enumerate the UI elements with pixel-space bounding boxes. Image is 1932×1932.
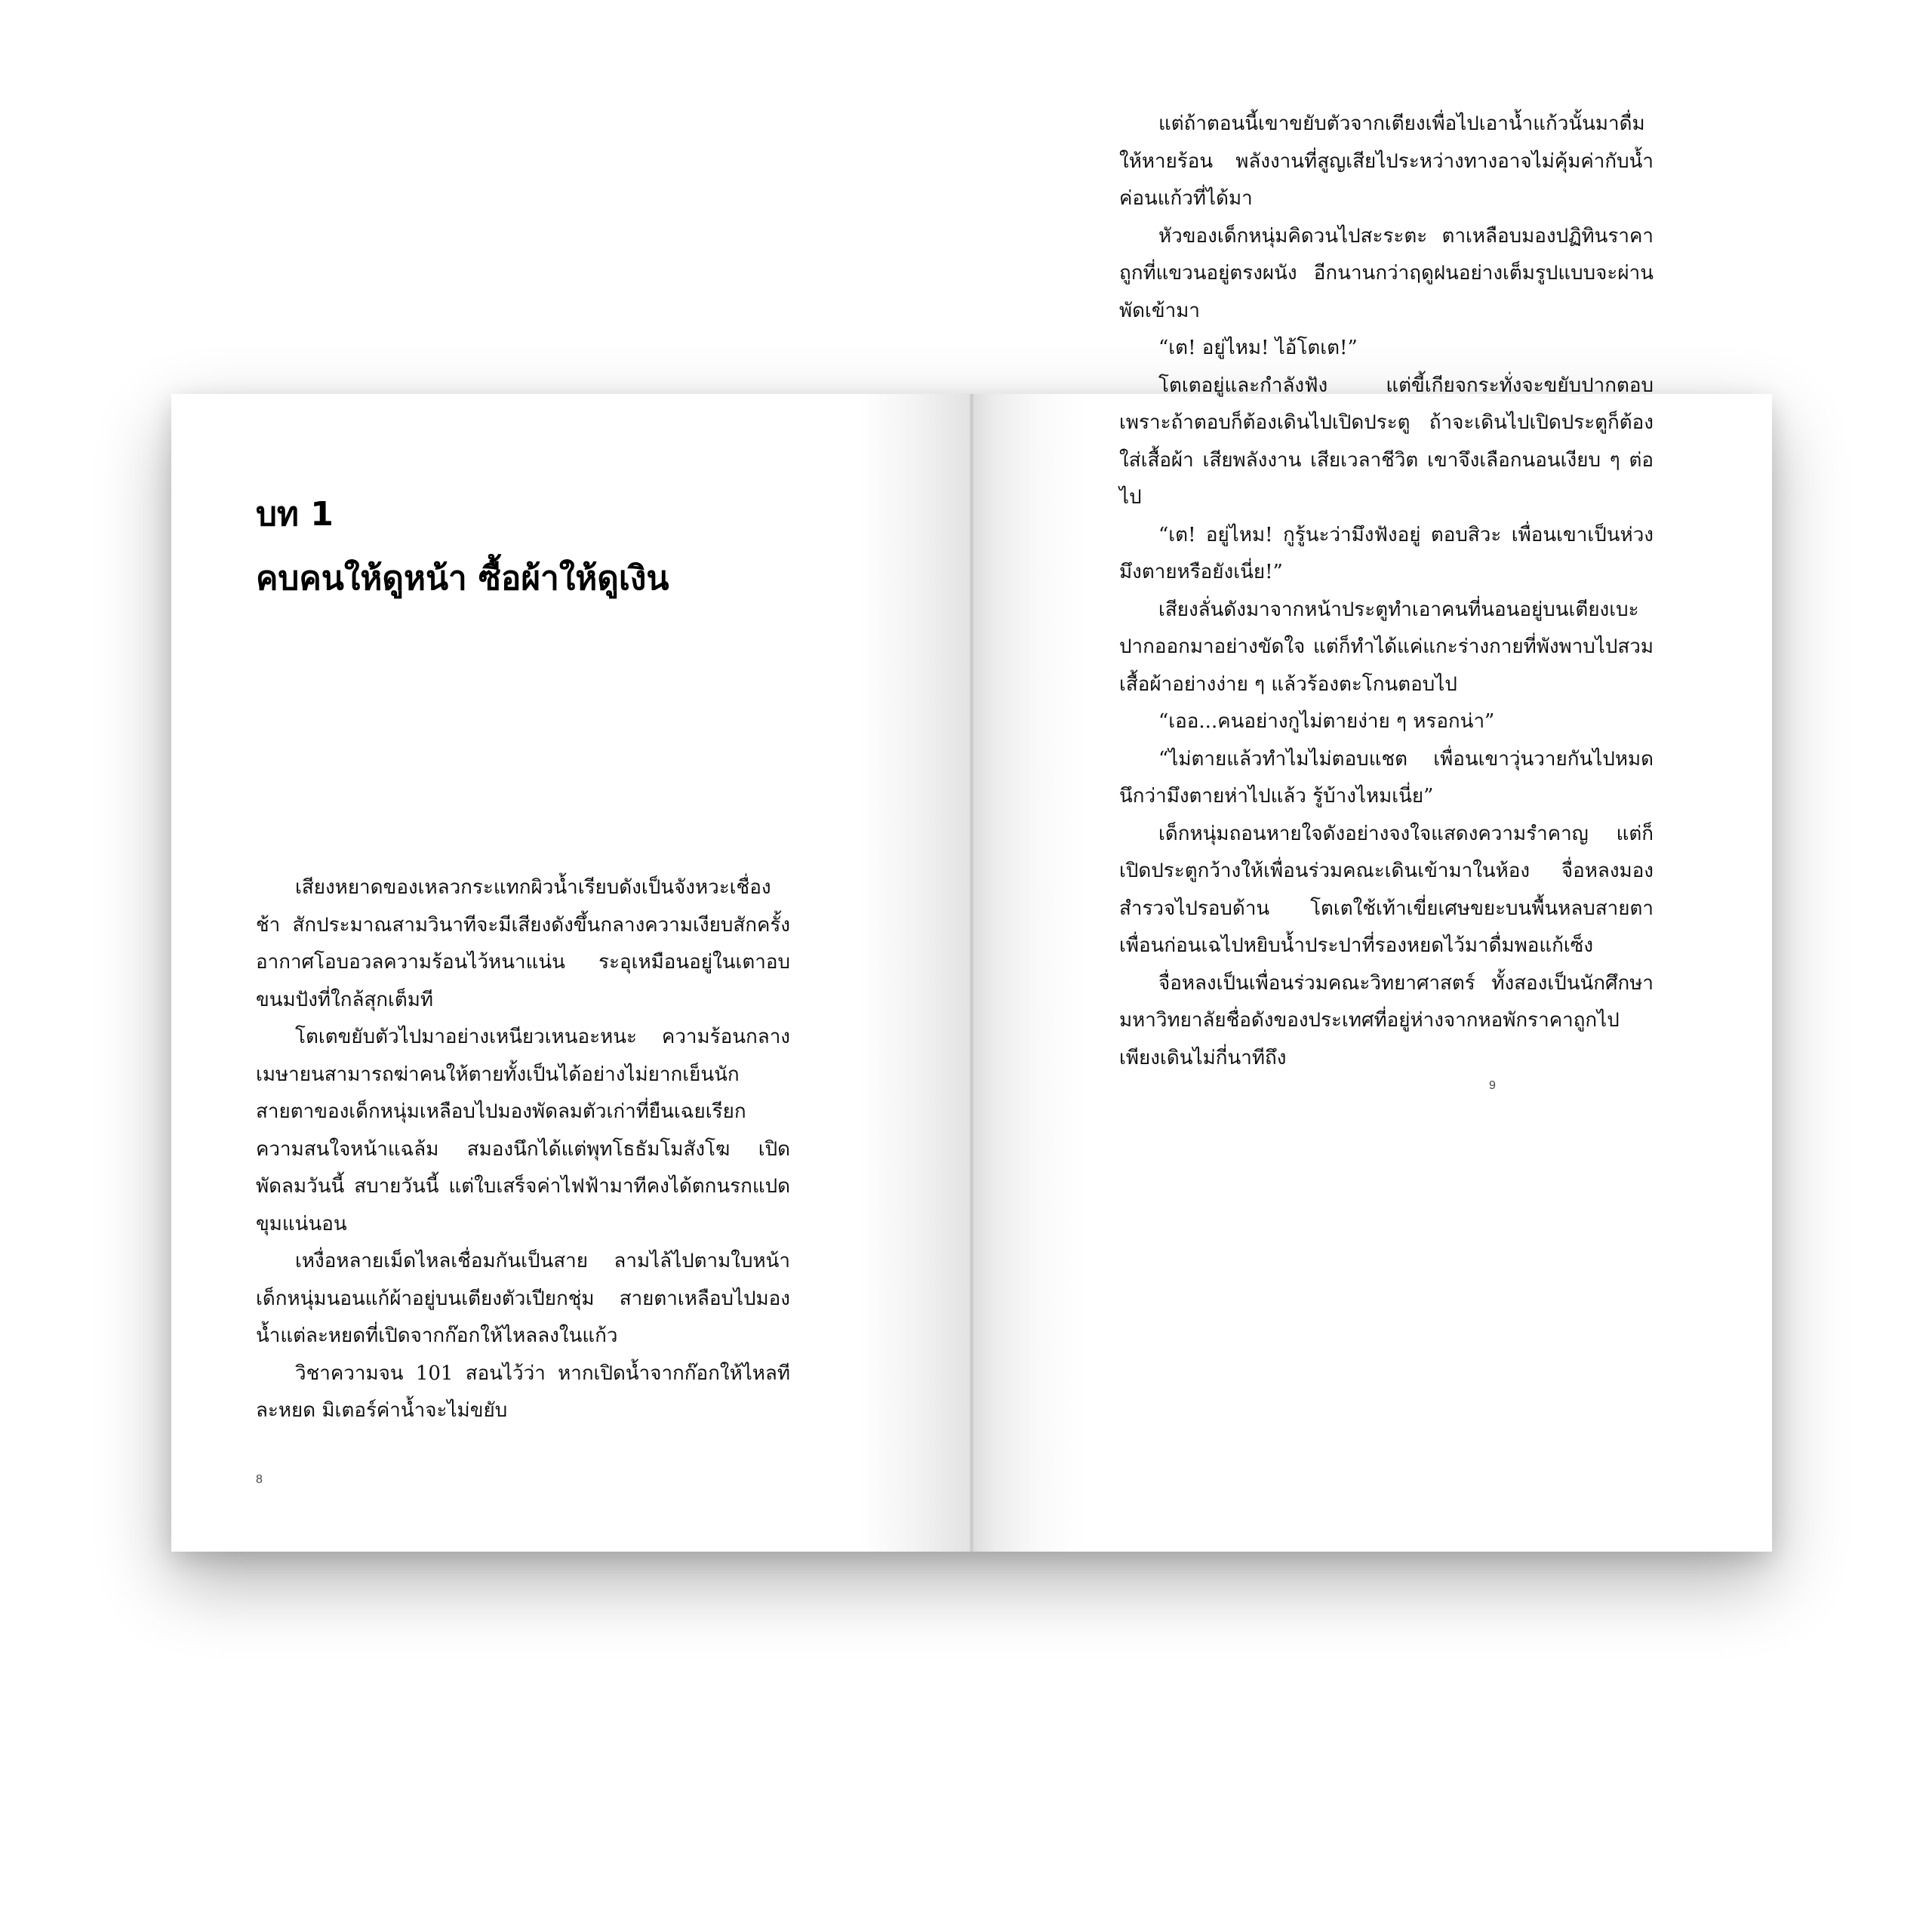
chapter-number: บท 1 bbox=[256, 495, 334, 534]
page-number-left: 8 bbox=[256, 1473, 263, 1486]
paragraph: “เต! อยู่ไหม! กูรู้นะว่ามึงฟังอยู่ ตอบสิวะ เพื่อนเขาเป็นห่วงมึงตายหรือยังเนี่ย!” bbox=[1119, 523, 1654, 583]
paragraph: แต่ถ้าตอนนี้เขาขยับตัวจากเตียงเพื่อไปเอาน้ำแก้วนั้นมาดื่มให้หายร้อน พลังงานที่สูญเสียไประหว่างทางอาจไม่คุ้มค่ากับน้ำค่อนแก้วที่ได้มา bbox=[1119, 112, 1654, 210]
right-page-body bbox=[1119, 106, 1654, 1077]
paragraph: หัวของเด็กหนุ่มคิดวนไปสะระตะ ตาเหลือบมองปฏิทินราคาถูกที่แขวนอยู่ตรงผนัง อีกนานกว่าฤดูฝนอย่างเต็มรูปแบบจะผ่านพัดเข้ามา bbox=[1119, 224, 1654, 322]
paragraph: “ไม่ตายแล้วทำไมไม่ตอบแชต เพื่อนเขาวุ่นวายกันไปหมดนึกว่ามึงตายห่าไปแล้ว รู้บ้างไหมเนี่ย” bbox=[1119, 747, 1654, 808]
paragraph: เสียงลั่นดังมาจากหน้าประตูทำเอาคนที่นอนอยู่บนเตียงเบะปากออกมาอย่างขัดใจ แต่ก็ทำได้แค่แกะร่างกายที่พังพาบไปสวมเสื้อผ้าอย่างง่าย ๆ แล้วร้องตะโกนตอบไป bbox=[1119, 598, 1654, 696]
paragraph: เสียงหยาดของเหลวกระแทกผิวน้ำเรียบดังเป็นจังหวะเชื่องช้า สักประมาณสามวินาทีจะมีเสียงดังขึ้นกลางความเงียบสักครั้ง อากาศโอบอวลความร้อนไว้หนาแน่น ระอุเหมือนอยู่ในเตาอบขนมปังที่ใกล้สุกเต็มที bbox=[256, 876, 790, 1011]
left-page bbox=[171, 394, 971, 1552]
paragraph: จื่อหลงเป็นเพื่อนร่วมคณะวิทยาศาสตร์ ทั้งสองเป็นนักศึกษามหาวิทยาลัยชื่อดังของประเทศที่อยู่ห่างจากหอพักราคาถูกไปเพียงเดินไม่กี่นาทีถึง bbox=[1119, 971, 1654, 1069]
left-page-body bbox=[256, 869, 790, 1430]
book-gutter bbox=[970, 394, 974, 1552]
paragraph: โตเตอยู่และกำลังฟัง แต่ขี้เกียจกระทั่งจะขยับปากตอบ เพราะถ้าตอบก็ต้องเดินไปเปิดประตู ถ้าจะเดินไปเปิดประตูก็ต้องใส่เสื้อผ้า เสียพลังงาน เสียเวลาชีวิต เขาจึงเลือกนอนเงียบ ๆ ต่อไป bbox=[1119, 374, 1654, 509]
chapter-title: คบคนให้ดูหน้า ซื้อผ้าให้ดูเงิน bbox=[256, 559, 669, 598]
page-number-right: 9 bbox=[1489, 1079, 1496, 1092]
paragraph: เหงื่อหลายเม็ดไหลเชื่อมกันเป็นสาย ลามไล้ไปตามใบหน้าเด็กหนุ่มนอนแก้ผ้าอยู่บนเตียงตัวเปียกชุ่ม สายตาเหลือบไปมองน้ำแต่ละหยดที่เปิดจากก๊อกให้ไหลลงในแก้ว bbox=[256, 1250, 790, 1347]
paragraph: วิชาความจน 101 สอนไว้ว่า หากเปิดน้ำจากก๊อกให้ไหลทีละหยด มิเตอร์ค่าน้ำจะไม่ขยับ bbox=[256, 1361, 790, 1422]
paragraph: โตเตขยับตัวไปมาอย่างเหนียวเหนอะหนะ ความร้อนกลางเมษายนสามารถฆ่าคนให้ตายทั้งเป็นได้อย่างไม่ยากเย็นนัก สายตาของเด็กหนุ่มเหลือบไปมองพัดลมตัวเก่าที่ยืนเฉยเรียกความสนใจหน้าแฉล้ม สมองนึกได้แต่พุทโธธัมโมสังโฆ เปิดพัดลมวันนี้ สบายวันนี้ แต่ใบเสร็จค่าไฟฟ้ามาทีคงได้ตกนรกแปดขุมแน่นอน bbox=[256, 1026, 790, 1235]
paragraph: “เต! อยู่ไหม! ไอ้โตเต!” bbox=[1158, 337, 1358, 359]
chapter-heading bbox=[256, 492, 669, 601]
paragraph: เด็กหนุ่มถอนหายใจดังอย่างจงใจแสดงความรำคาญ แต่ก็เปิดประตูกว้างให้เพื่อนร่วมคณะเดินเข้ามาในห้อง จื่อหลงมองสำรวจไปรอบด้าน โตเตใช้เท้าเขี่ยเศษขยะบนพื้นหลบสายตาเพื่อนก่อนเฉไปหยิบน้ำประปาที่รองหยดไว้มาดื่มพอแก้เซ็ง bbox=[1119, 822, 1654, 957]
paragraph: “เออ...คนอย่างกูไม่ตายง่าย ๆ หรอกน่า” bbox=[1158, 710, 1495, 733]
